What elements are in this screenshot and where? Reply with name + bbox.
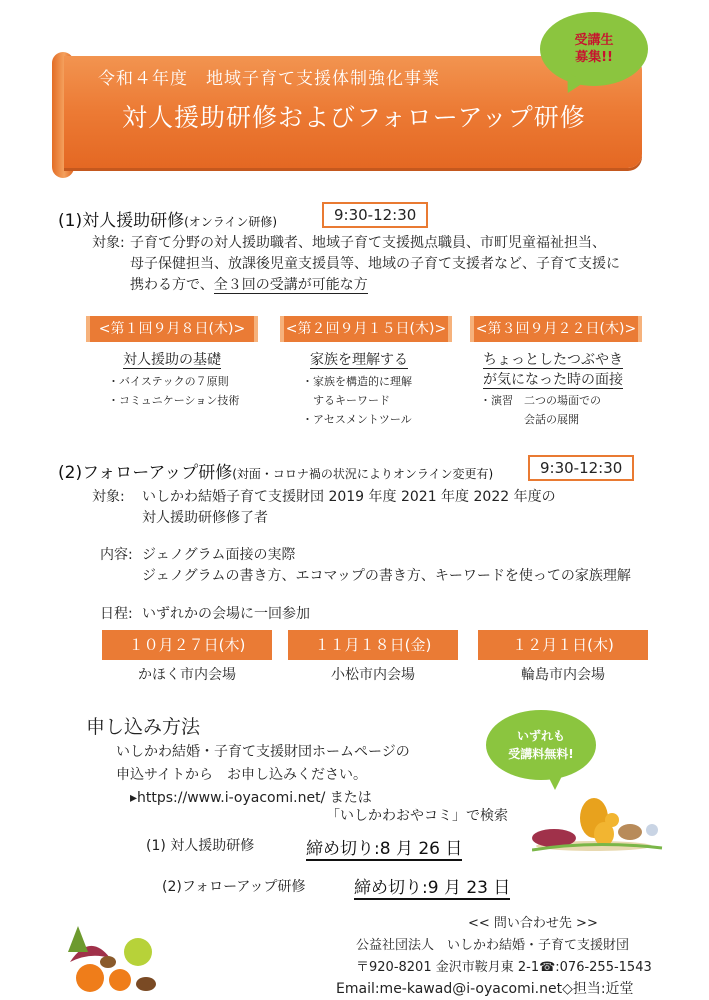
venue1-place: かほく市内会場 bbox=[138, 667, 236, 683]
chipmunk-icon bbox=[618, 824, 642, 840]
section2-target-label: 対象: bbox=[92, 489, 125, 505]
section2-time: 9:30-12:30 bbox=[528, 455, 634, 481]
section1-target-line2: 母子保健担当、放課後児童支援員等、地域の子育て支援者など、子育て支援に bbox=[130, 256, 620, 272]
persimmon-icon bbox=[76, 964, 104, 992]
apply-heading: 申し込み方法 bbox=[86, 716, 201, 738]
apply-line1: いしかわ結婚・子育て支援財団ホームページの bbox=[116, 744, 410, 760]
contact-address: 〒920-8201 金沢市鞍月東 2-1☎:076-255-1543 bbox=[356, 960, 652, 975]
autumn-fruits-illustration bbox=[60, 922, 160, 996]
session3-date: <第３回９月２２日(木)> bbox=[470, 316, 642, 342]
contact-heading: << 問い合わせ先 >> bbox=[468, 916, 598, 931]
leaf-icon bbox=[68, 926, 88, 952]
session3-detail-1: ・演習 二つの場面での bbox=[480, 394, 601, 407]
apply-search-hint: 「いしかわおやコミ」で検索 bbox=[326, 808, 508, 824]
recruit-badge-line1: 受講生 bbox=[574, 33, 614, 48]
session1-date: <第１回９月８日(木)> bbox=[86, 316, 258, 342]
venue3-place: 輪島市内会場 bbox=[521, 667, 605, 683]
session2-date: <第２回９月１５日(木)> bbox=[280, 316, 452, 342]
chestnut-icon bbox=[136, 977, 156, 991]
venue1-date: １０月２７日(木) bbox=[102, 630, 272, 660]
apply-line2: 申込サイトから お申し込みください。 bbox=[116, 767, 368, 783]
free-badge-line1: いずれも bbox=[516, 729, 565, 743]
section1-target-line3-prefix: 携わる方で、 bbox=[130, 277, 214, 293]
deadline1-course: (1) 対人援助研修 bbox=[146, 838, 255, 854]
session3-topic-line2: が気になった時の面接 bbox=[483, 372, 623, 388]
section1-target-line1: 子育て分野の対人援助職者、地域子育て支援拠点職員、市町児童福祉担当、 bbox=[130, 235, 606, 251]
session1-detail-2: ・コミュニケーション技術 bbox=[108, 394, 240, 407]
venue3-date: １２月１日(木) bbox=[478, 630, 648, 660]
section1-title-text: (1)対人援助研修 bbox=[58, 211, 185, 231]
section1-title bbox=[58, 206, 277, 231]
session2-detail-3: ・アセスメントツール bbox=[302, 413, 412, 426]
section2-content-line2: ジェノグラムの書き方、エコマップの書き方、キーワードを使っての家族理解 bbox=[142, 568, 631, 584]
session2-detail-1: ・家族を構造的に理解 bbox=[302, 375, 412, 388]
recruit-badge bbox=[540, 12, 648, 86]
section2-content-line1: ジェノグラム面接の実際 bbox=[142, 547, 296, 563]
section1-target-line3 bbox=[130, 275, 368, 296]
contact-email[interactable]: Email:me-kawad@i-oyacomi.net◇担当:近堂 bbox=[336, 981, 634, 997]
section1-time: 9:30-12:30 bbox=[322, 202, 428, 228]
banner-subtitle: 令和４年度 地域子育て支援体制強化事業 bbox=[98, 69, 440, 89]
section1-target-condition: 全３回の受講が可能な方 bbox=[213, 277, 368, 293]
apply-url[interactable]: ▸https://www.i-oyacomi.net/ または bbox=[130, 790, 372, 806]
deadline2-course: (2)フォローアップ研修 bbox=[162, 879, 306, 895]
venue2-place: 小松市内会場 bbox=[331, 667, 415, 683]
section2-title-text: (2)フォローアップ研修 bbox=[58, 463, 233, 483]
section2-target-line2: 対人援助研修修了者 bbox=[142, 510, 268, 526]
session3-topic-line1: ちょっとしたつぶやき bbox=[483, 352, 623, 368]
section2-title bbox=[58, 458, 493, 483]
section2-schedule-label: 日程: bbox=[100, 606, 133, 622]
section2-content-label: 内容: bbox=[100, 547, 133, 563]
recruit-badge-line2: 募集!! bbox=[575, 50, 613, 65]
session1-topic-line1: 対人援助の基礎 bbox=[123, 352, 221, 368]
section2-title-note: (対面・コロナ禍の状況によりオンライン変更有) bbox=[232, 467, 494, 481]
section2-target-line1: いしかわ結婚子育て支援財団 2019 年度 2021 年度 2022 年度の bbox=[142, 489, 556, 505]
section1-target-label: 対象: bbox=[92, 235, 125, 251]
session1-topic bbox=[86, 350, 258, 370]
mouse-icon bbox=[646, 824, 658, 836]
deadline1-date: 締め切り:8 月 26 日 bbox=[306, 834, 462, 861]
squirrel-illustration bbox=[532, 790, 682, 860]
session3-topic bbox=[464, 350, 642, 390]
venue2-date: １１月１８日(金) bbox=[288, 630, 458, 660]
session2-topic bbox=[266, 350, 452, 370]
apple-icon bbox=[124, 938, 152, 966]
session3-detail-2: 会話の展開 bbox=[480, 413, 579, 426]
session1-detail-1: ・バイステックの７原則 bbox=[108, 375, 229, 388]
free-badge-line2: 受講料無料! bbox=[508, 747, 574, 761]
contact-org: 公益社団法人 いしかわ結婚・子育て支援財団 bbox=[356, 938, 630, 953]
deadline2-date: 締め切り:9 月 23 日 bbox=[354, 873, 510, 900]
section2-schedule-text: いずれかの会場に一回参加 bbox=[142, 606, 310, 622]
session2-topic-line1: 家族を理解する bbox=[310, 352, 408, 368]
free-badge bbox=[486, 710, 596, 780]
banner-title: 対人援助研修およびフォローアップ研修 bbox=[122, 103, 586, 132]
session2-detail-2: するキーワード bbox=[302, 394, 390, 407]
section1-title-note: (オンライン研修) bbox=[184, 215, 278, 229]
